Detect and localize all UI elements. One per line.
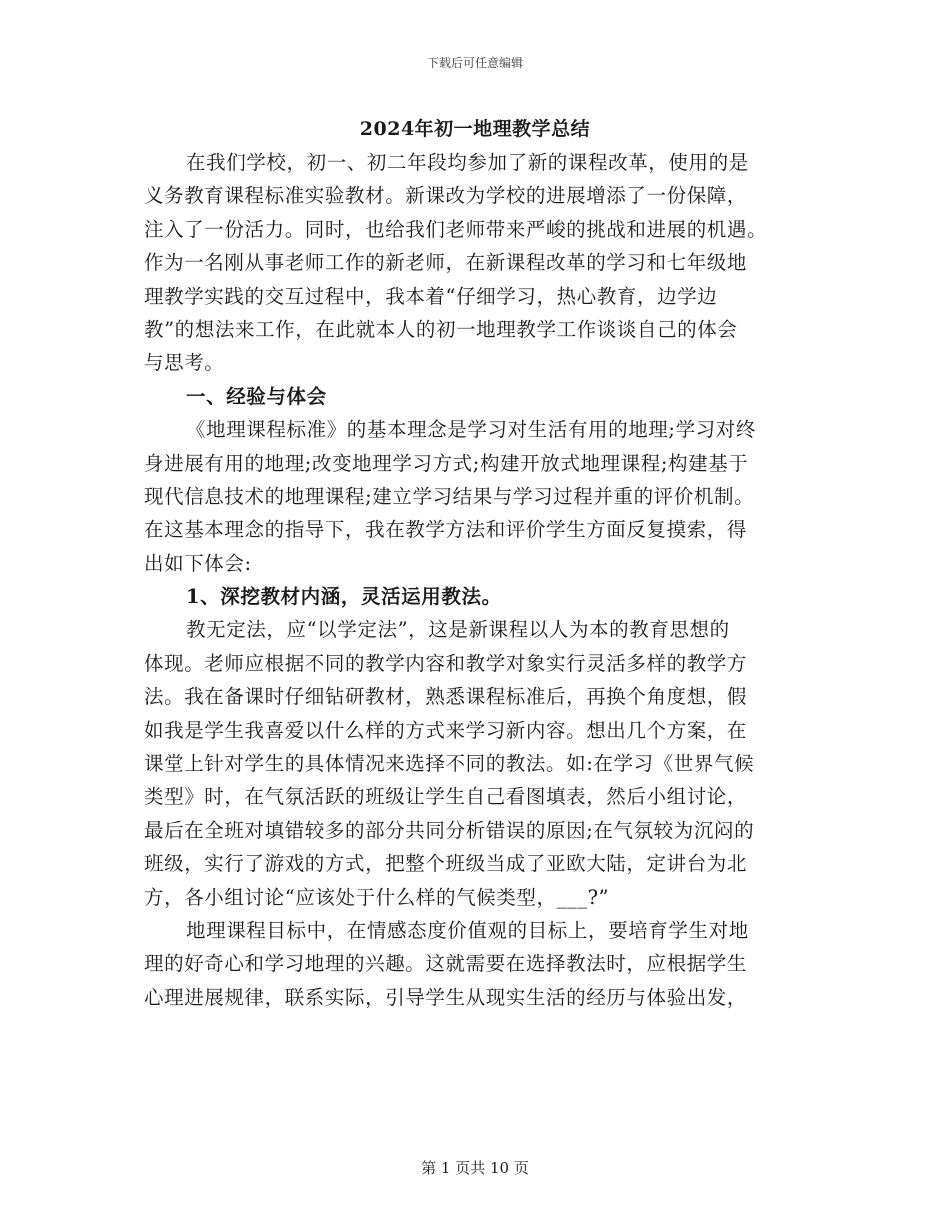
paragraph-line: 作为一名刚从事老师工作的新老师，在新课程改革的学习和七年级地: [144, 251, 748, 275]
paragraph-line: 类型》时，在气氛活跃的班级让学生自己看图填表，然后小组讨论，: [144, 785, 748, 809]
paragraph-line: 教”的想法来工作，在此就本人的初一地理教学工作谈谈自己的体会: [144, 317, 738, 341]
paragraph-line: 义务教育课程标准实验教材。新课改为学校的进展增添了一份保障，: [144, 184, 748, 208]
paragraph-line: 出如下体会:: [144, 551, 252, 575]
paragraph-line: 理教学实践的交互过程中，我本着“仔细学习，热心教育，边学边: [144, 284, 718, 308]
paragraph-line: 《地理课程标准》的基本理念是学习对生活有用的地理;学习对终: [186, 418, 756, 442]
paragraph-line: 身进展有用的地理;改变地理学习方式;构建开放式地理课程;构建基于: [144, 451, 749, 475]
paragraph-line: 方，各小组讨论“应该处于什么样的气候类型，___?”: [144, 885, 610, 909]
paragraph-line: 体现。老师应根据不同的教学内容和教学对象实行灵活多样的教学方: [144, 651, 748, 675]
document-title: 2024年初一地理教学总结: [359, 118, 591, 140]
document-body: [144, 146, 808, 1014]
paragraph-line: 地理课程目标中，在情感态度价值观的目标上，要培育学生对地: [186, 918, 749, 942]
paragraph-line: 教无定法，应“以学定法”，这是新课程以人为本的教育思想的: [186, 618, 730, 642]
paragraph-line: 现代信息技术的地理课程;建立学习结果与学习过程并重的评价机制。: [144, 484, 755, 508]
paragraph-line: 最后在全班对填错较多的部分共同分析错误的原因;在气氛较为沉闷的: [144, 818, 755, 842]
section-heading-line: 一、经验与体会: [186, 384, 327, 408]
paragraph-line: 心理进展规律，联系实际，引导学生从现实生活的经历与体验出发，: [144, 985, 748, 1009]
page-footer: 第 1 页共 10 页: [421, 1159, 529, 1177]
paragraph-line: 班级，实行了游戏的方式，把整个班级当成了亚欧大陆，定讲台为北: [144, 852, 748, 876]
paragraph-line: 法。我在备课时仔细钻研教材，熟悉课程标准后，再换个角度想，假: [144, 685, 748, 709]
paragraph-line: 与思考。: [144, 351, 225, 375]
header-note: 下载后可任意编辑: [426, 56, 523, 70]
paragraph-line: 如我是学生我喜爱以什么样的方式来学习新内容。想出几个方案，在: [144, 718, 748, 742]
paragraph-line: 课堂上针对学生的具体情况来选择不同的教法。如:在学习《世界气候: [144, 752, 755, 776]
paragraph-line: 在我们学校，初一、初二年段均参加了新的课程改革，使用的是: [186, 151, 749, 174]
paragraph-line: 注入了一份活力。同时，也给我们老师带来严峻的挑战和进展的机遇。: [144, 217, 768, 241]
section-heading-line: 1、深挖教材内涵，灵活运用教法。: [186, 585, 502, 609]
paragraph-line: 在这基本理念的指导下，我在教学方法和评价学生方面反复摸索，得: [144, 518, 748, 542]
paragraph-line: 理的好奇心和学习地理的兴趣。这就需要在选择教法时，应根据学生: [144, 952, 748, 976]
